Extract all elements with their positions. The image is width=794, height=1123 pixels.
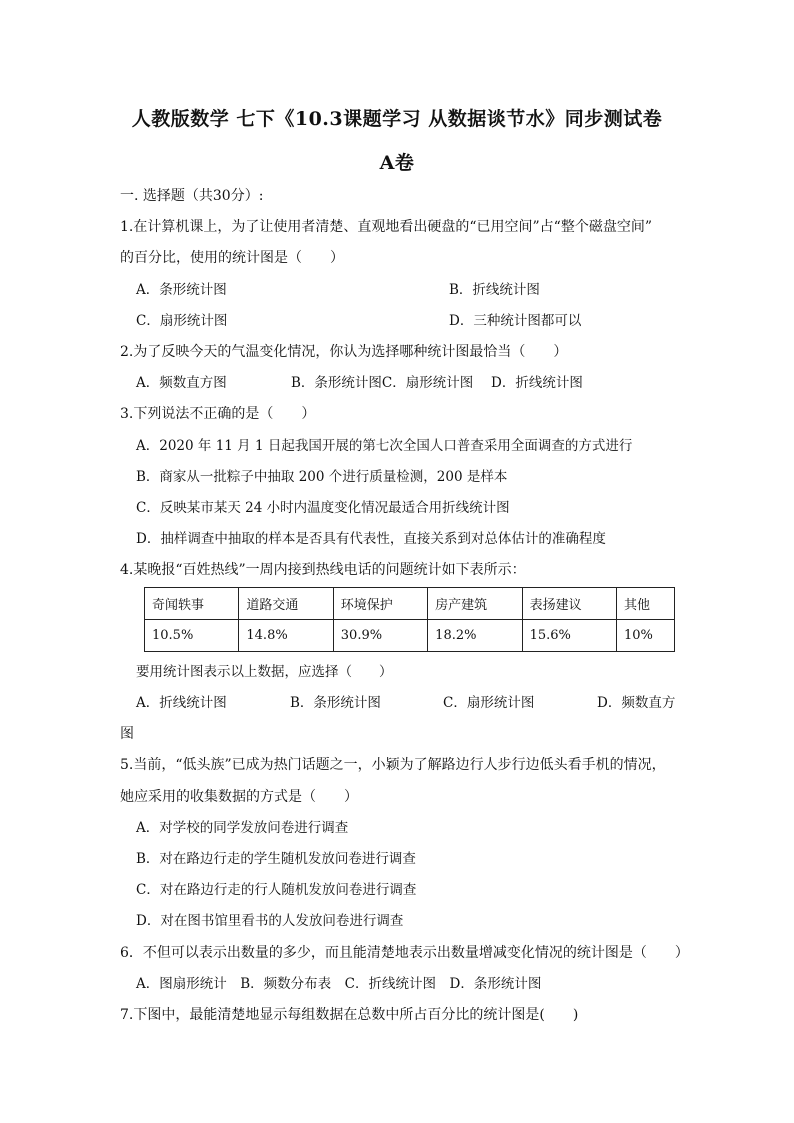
q4-option-c: C．扇形统计图 bbox=[443, 695, 535, 711]
table-value-row bbox=[145, 620, 675, 652]
q5-option-a: A．对学校的同学发放问卷进行调查 bbox=[136, 820, 349, 836]
table-cell: 10.5% bbox=[145, 620, 239, 652]
q2-option-a: A．频数直方图 bbox=[136, 375, 227, 391]
exam-title: 人教版数学 七下《10.3课题学习 从数据谈节水》同步测试卷 bbox=[131, 108, 663, 130]
table-cell: 表扬建议 bbox=[522, 588, 616, 620]
section-heading: 一. 选择题（共30分）: bbox=[120, 188, 264, 204]
table-header-row bbox=[145, 588, 675, 620]
q5-option-c: C．对在路边行走的行人随机发放问卷进行调查 bbox=[136, 882, 417, 898]
table-cell: 14.8% bbox=[239, 620, 333, 652]
table-cell: 环境保护 bbox=[333, 588, 427, 620]
q6-stem: 6．不但可以表示出数量的多少，而且能清楚地表示出数量增减变化情况的统计图是（ ） bbox=[120, 945, 689, 961]
q1-option-d: D．三种统计图都可以 bbox=[449, 313, 582, 329]
q3-option-a: A．2020 年 11 月 1 日起我国开展的第七次全国人口普查采用全面调查的方式进行 bbox=[136, 438, 633, 454]
q1-option-a: A．条形统计图 bbox=[136, 282, 227, 298]
q1-stem-line2: 的百分比，使用的统计图是（ ） bbox=[120, 250, 344, 266]
q3-option-c: C．反映某市某天 24 小时内温度变化情况最适合用折线统计图 bbox=[136, 500, 510, 516]
q4-stem: 4.某晚报“百姓热线”一周内接到热线电话的问题统计如下表所示： bbox=[120, 562, 526, 578]
q1-option-b: B．折线统计图 bbox=[449, 282, 540, 298]
hotline-table bbox=[144, 587, 675, 652]
table-cell: 道路交通 bbox=[239, 588, 333, 620]
table-cell: 18.2% bbox=[428, 620, 522, 652]
q4-option-d: D．频数直方 bbox=[597, 695, 676, 711]
table-cell: 其他 bbox=[616, 588, 674, 620]
q5-stem-line2: 她应采用的收集数据的方式是（ ） bbox=[120, 789, 358, 805]
q4-option-a: A．折线统计图 bbox=[136, 695, 227, 711]
q2-option-d: D．折线统计图 bbox=[491, 375, 583, 391]
q4-option-d-wrap: 图 bbox=[120, 726, 134, 742]
q1-option-c: C．扇形统计图 bbox=[136, 313, 228, 329]
q6-options: A．图扇形统计 B．频数分布表 C．折线统计图 D．条形统计图 bbox=[136, 976, 542, 992]
q5-option-b: B．对在路边行走的学生随机发放问卷进行调查 bbox=[136, 851, 416, 867]
q7-stem: 7.下图中，最能清楚地显示每组数据在总数中所占百分比的统计图是( ) bbox=[120, 1007, 579, 1023]
q2-option-bc: B．条形统计图C．扇形统计图 bbox=[291, 375, 474, 391]
table-cell: 房产建筑 bbox=[428, 588, 522, 620]
q3-option-d: D．抽样调查中抽取的样本是否具有代表性，直接关系到对总体估计的准确程度 bbox=[136, 531, 606, 547]
exam-subtitle: A卷 bbox=[379, 152, 415, 174]
q4-prompt: 要用统计图表示以上数据，应选择（ ） bbox=[136, 664, 393, 680]
q2-stem: 2.为了反映今天的气温变化情况，你认为选择哪种统计图最恰当（ ） bbox=[120, 344, 568, 360]
q1-stem-line1: 1.在计算机课上，为了让使用者清楚、直观地看出硬盘的“已用空间”占“整个磁盘空间” bbox=[120, 219, 652, 235]
q4-option-b: B．条形统计图 bbox=[290, 695, 381, 711]
table-cell: 奇闻轶事 bbox=[145, 588, 239, 620]
table-cell: 10% bbox=[616, 620, 674, 652]
q3-option-b: B．商家从一批粽子中抽取 200 个进行质量检测，200 是样本 bbox=[136, 469, 508, 485]
q5-option-d: D．对在图书馆里看书的人发放问卷进行调查 bbox=[136, 913, 404, 929]
q3-stem: 3.下列说法不正确的是（ ） bbox=[120, 406, 316, 422]
table-cell: 30.9% bbox=[333, 620, 427, 652]
q5-stem-line1: 5.当前，“低头族”已成为热门话题之一，小颖为了解路边行人步行边低头看手机的情况， bbox=[120, 757, 666, 773]
table-cell: 15.6% bbox=[522, 620, 616, 652]
